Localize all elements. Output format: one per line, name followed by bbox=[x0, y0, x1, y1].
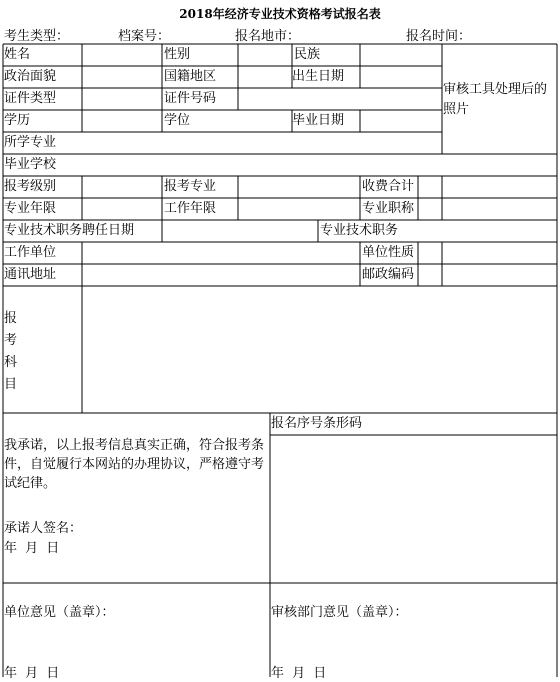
professional-post-label: 专业技术职务 bbox=[320, 223, 399, 238]
work-years-input[interactable] bbox=[240, 200, 358, 219]
fee-total-label: 收费合计 bbox=[362, 179, 415, 194]
appointment-date-input[interactable] bbox=[164, 222, 316, 241]
id-type-label: 证件类型 bbox=[4, 91, 57, 106]
fee-total-input[interactable] bbox=[444, 178, 554, 197]
barcode-label: 报名序号条形码 bbox=[271, 416, 363, 431]
postcode-label: 邮政编码 bbox=[362, 267, 415, 282]
ethnicity-input[interactable] bbox=[362, 46, 440, 65]
nationality-label: 国籍地区 bbox=[164, 69, 217, 84]
pledge-date: 年 月 日 bbox=[4, 541, 60, 556]
school-input[interactable] bbox=[84, 156, 554, 175]
id-number-label: 证件号码 bbox=[164, 91, 217, 106]
address-input[interactable] bbox=[84, 266, 358, 285]
location-label: 报名地市： bbox=[235, 29, 301, 44]
photo-placeholder: 审核工具处理后的照片 bbox=[443, 82, 548, 117]
ethnicity-label: 民族 bbox=[294, 47, 321, 62]
exam-major-label: 报考专业 bbox=[164, 179, 217, 194]
political-status-label: 政治面貌 bbox=[4, 69, 57, 84]
id-type-input[interactable] bbox=[84, 90, 160, 109]
archive-no-label: 档案号： bbox=[118, 29, 171, 44]
major-years-label: 专业年限 bbox=[4, 201, 57, 216]
political-status-input[interactable] bbox=[84, 68, 160, 87]
unit-opinion-date: 年 月 日 bbox=[4, 666, 60, 681]
subjects-area[interactable] bbox=[84, 288, 554, 411]
school-label: 毕业学校 bbox=[4, 157, 57, 172]
signer-label: 承诺人签名： bbox=[4, 521, 83, 536]
work-years-label: 工作年限 bbox=[164, 201, 217, 216]
degree-label: 学位 bbox=[164, 113, 191, 128]
birth-date-input[interactable] bbox=[362, 68, 440, 87]
subjects-label: 报考科目 bbox=[4, 311, 18, 392]
address-label: 通讯地址 bbox=[4, 267, 57, 282]
birth-date-label: 出生日期 bbox=[292, 69, 345, 84]
form-title: 2018年经济专业技术资格考试报名表 bbox=[179, 7, 381, 21]
pledge-text: 我承诺，以上报考信息真实正确，符合报考条件，自觉履行本网站的办理协议，严格遵守考试纪律。 bbox=[4, 438, 265, 491]
exam-level-input[interactable] bbox=[84, 178, 160, 197]
education-input[interactable] bbox=[84, 112, 160, 131]
degree-input[interactable] bbox=[240, 112, 290, 131]
nationality-input[interactable] bbox=[240, 68, 290, 87]
exam-type-label: 考生类型： bbox=[4, 29, 70, 44]
id-number-input[interactable] bbox=[240, 90, 440, 109]
employer-input[interactable] bbox=[84, 244, 358, 263]
major-label: 所学专业 bbox=[4, 135, 57, 150]
major-years-input[interactable] bbox=[84, 200, 160, 219]
major-input[interactable] bbox=[84, 134, 440, 153]
exam-level-label: 报考级别 bbox=[4, 179, 57, 194]
postcode-input[interactable] bbox=[444, 266, 554, 285]
review-opinion-date: 年 月 日 bbox=[271, 666, 327, 681]
professional-title-input[interactable] bbox=[444, 200, 554, 219]
professional-title-label: 专业职称 bbox=[362, 201, 415, 216]
professional-post-input[interactable] bbox=[420, 222, 554, 241]
employer-type-label: 单位性质 bbox=[362, 245, 415, 260]
graduation-date-label: 毕业日期 bbox=[292, 113, 345, 128]
employer-label: 工作单位 bbox=[4, 245, 57, 260]
appointment-date-label: 专业技术职务聘任日期 bbox=[4, 223, 135, 238]
graduation-date-input[interactable] bbox=[362, 112, 440, 131]
name-label: 姓名 bbox=[4, 47, 31, 62]
review-opinion-label: 审核部门意见（盖章）： bbox=[271, 605, 408, 620]
name-input[interactable] bbox=[84, 46, 160, 65]
gender-label: 性别 bbox=[164, 47, 191, 62]
unit-opinion-label: 单位意见（盖章）： bbox=[4, 605, 115, 620]
gender-input[interactable] bbox=[240, 46, 290, 65]
employer-type-input[interactable] bbox=[444, 244, 554, 263]
time-label: 报名时间： bbox=[406, 29, 472, 44]
barcode-area bbox=[272, 437, 555, 581]
education-label: 学历 bbox=[4, 113, 31, 128]
exam-major-input[interactable] bbox=[240, 178, 358, 197]
